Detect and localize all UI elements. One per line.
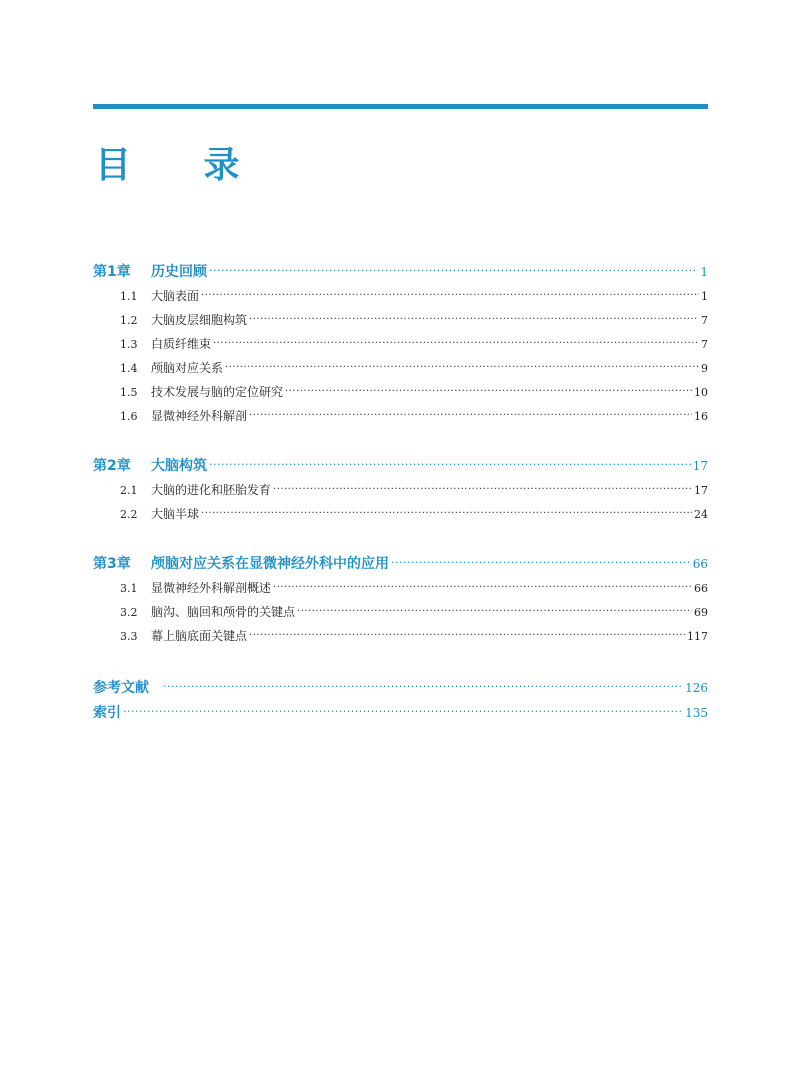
page-title: 目 录 — [95, 145, 270, 186]
chapter-2-entry[interactable] — [93, 455, 708, 475]
section-3-3-entry[interactable] — [93, 627, 708, 644]
chapter-number: 第2章 — [93, 458, 131, 474]
section-title: 显微神经外科解剖 — [151, 409, 248, 423]
page-number: 10 — [694, 386, 708, 399]
page-number: 135 — [685, 706, 708, 720]
dot-leader — [225, 362, 699, 373]
chapter-title: 颅脑对应关系在显微神经外科中的应用 — [151, 556, 389, 572]
dot-leader — [249, 630, 685, 641]
dot-leader — [249, 314, 699, 325]
page-number: 1 — [701, 290, 708, 303]
references-entry[interactable] — [93, 677, 708, 697]
section-title: 幕上脑底面关键点 — [151, 629, 248, 643]
dot-leader — [273, 582, 692, 593]
section-number: 1.5 — [120, 386, 138, 399]
section-3-1-entry[interactable] — [93, 579, 708, 596]
references-title: 参考文献 — [93, 680, 149, 696]
dot-leader — [209, 264, 698, 277]
index-title: 索引 — [93, 705, 121, 721]
chapter-number: 第3章 — [93, 556, 131, 572]
section-3-2-entry[interactable] — [93, 603, 708, 620]
top-rule — [93, 104, 708, 109]
page-number: 126 — [685, 681, 708, 695]
section-number: 1.2 — [120, 314, 138, 327]
dot-leader — [285, 386, 692, 397]
section-title: 白质纤维束 — [151, 337, 212, 351]
section-title: 技术发展与脑的定位研究 — [151, 385, 284, 399]
section-number: 3.3 — [120, 630, 138, 643]
dot-leader — [391, 556, 691, 569]
chapter-title: 大脑构筑 — [151, 458, 207, 474]
section-number: 2.1 — [120, 484, 138, 497]
dot-leader — [201, 508, 692, 519]
section-number: 1.1 — [120, 290, 138, 303]
section-title: 显微神经外科解剖概述 — [151, 581, 272, 595]
section-number: 3.2 — [120, 606, 138, 619]
page-number: 7 — [701, 314, 708, 327]
section-title: 大脑的进化和胚胎发育 — [151, 483, 272, 497]
section-title: 脑沟、脑回和颅骨的关键点 — [151, 605, 296, 619]
dot-leader — [297, 606, 692, 617]
chapter-3-entry[interactable] — [93, 553, 708, 573]
page-number: 17 — [694, 484, 708, 497]
dot-leader — [201, 290, 699, 301]
dot-leader — [123, 705, 683, 718]
section-2-1-entry[interactable] — [93, 481, 708, 498]
page-number: 7 — [701, 338, 708, 351]
chapter-number: 第1章 — [93, 264, 131, 280]
section-2-2-entry[interactable] — [93, 505, 708, 522]
section-1-1-entry[interactable] — [93, 287, 708, 304]
page-number: 66 — [694, 582, 708, 595]
section-title: 大脑表面 — [151, 289, 200, 303]
page-number: 9 — [701, 362, 708, 375]
dot-leader — [273, 484, 692, 495]
section-number: 1.6 — [120, 410, 138, 423]
page-number: 1 — [700, 265, 708, 279]
section-number: 1.4 — [120, 362, 138, 375]
section-title: 颅脑对应关系 — [151, 361, 224, 375]
chapter-title: 历史回顾 — [151, 264, 207, 280]
section-number: 3.1 — [120, 582, 138, 595]
section-number: 1.3 — [120, 338, 138, 351]
dot-leader — [209, 458, 691, 471]
section-number: 2.2 — [120, 508, 138, 521]
chapter-1-entry[interactable] — [93, 261, 708, 281]
page-number: 17 — [692, 459, 708, 473]
section-title: 大脑半球 — [151, 507, 200, 521]
page-number: 69 — [694, 606, 708, 619]
section-1-2-entry[interactable] — [93, 311, 708, 328]
page-number: 117 — [687, 630, 708, 643]
index-entry[interactable] — [93, 702, 708, 722]
page-number: 66 — [692, 557, 708, 571]
page-number: 16 — [694, 410, 708, 423]
section-1-5-entry[interactable] — [93, 383, 708, 400]
dot-leader — [163, 680, 683, 693]
section-1-6-entry[interactable] — [93, 407, 708, 424]
section-title: 大脑皮层细胞构筑 — [151, 313, 248, 327]
section-1-4-entry[interactable] — [93, 359, 708, 376]
section-1-3-entry[interactable] — [93, 335, 708, 352]
dot-leader — [249, 410, 692, 421]
page-number: 24 — [694, 508, 708, 521]
dot-leader — [213, 338, 699, 349]
